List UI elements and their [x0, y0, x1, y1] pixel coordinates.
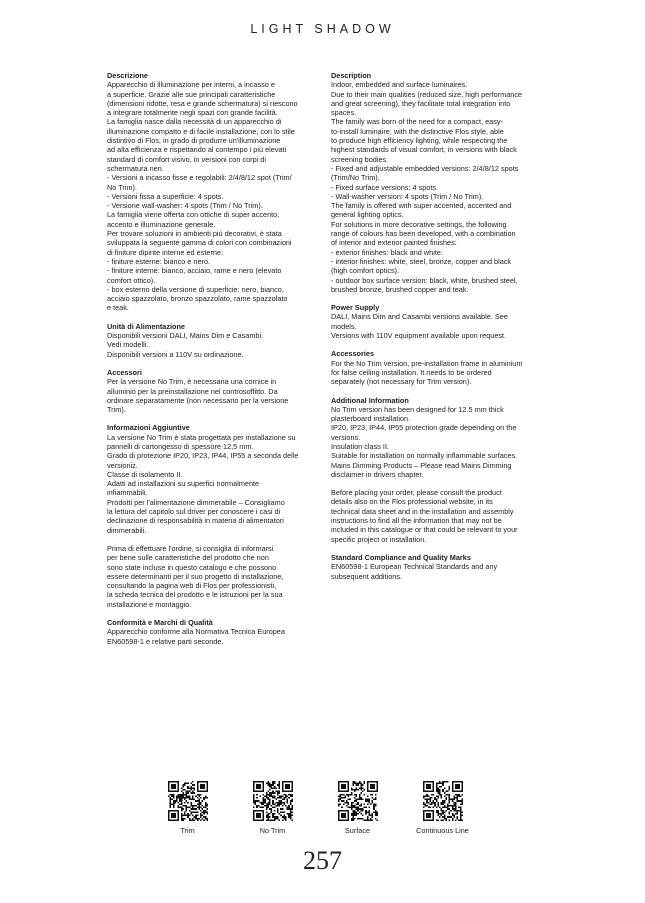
qr-label: Trim [180, 826, 195, 835]
text-line: (Trim/No Trim). [331, 173, 380, 183]
qr-code-icon[interactable] [338, 781, 378, 821]
section-power-supply [331, 303, 543, 340]
text-line: (high comfort optics). [331, 266, 400, 276]
section-accessori [107, 368, 317, 414]
text-line: versions. [331, 432, 361, 442]
section-title: Description [331, 71, 372, 80]
text-line: Indoor, embedded and surface luminaires. [331, 80, 468, 90]
text-line: EN60598-1 European Technical Standards and any [331, 562, 498, 572]
text-line: La famiglia viene offerta con ottiche di super accento, [107, 210, 280, 220]
text-line: No Trim version has been designed for 12.5 mm thick [331, 404, 504, 414]
text-line: per bene sulle caratteristiche del prodotto che non [107, 553, 269, 563]
text-line: Classe di isolamento II. [107, 469, 183, 479]
catalog-header-title: LIGHT SHADOW [250, 22, 395, 36]
qr-code-row [145, 781, 485, 835]
text-line: - Fixed and adjustable embedded versions: 2/4/8/12 spots [331, 163, 519, 173]
text-line: la lettura del capitolo sul driver per conoscere i casi di [107, 507, 281, 517]
text-line: Vedi modelli. [107, 340, 149, 350]
text-line: alluminio per la preinstallazione nel controsoffitto. Da [107, 386, 278, 396]
text-line: consultando la pagina web di Flos per professionisti, [107, 581, 277, 591]
text-line: a integrare totalmente negli spazi con grande facilità. [107, 108, 278, 118]
text-line: models. [331, 321, 357, 331]
qr-surface[interactable] [315, 781, 400, 835]
text-line: - Fixed surface versions: 4 spots. [331, 182, 439, 192]
paragraph-gap [107, 535, 317, 544]
text-line: technical data sheet and in the installation and assembly [331, 506, 514, 516]
text-line: range of colours has been developed, with a combination [331, 229, 516, 239]
text-line: general lighting optics. [331, 210, 404, 220]
text-line: details also on the Flos professional website, in its [331, 497, 493, 507]
text-line: - finiture interne: bianco, acciaio, rame e nero (elevato [107, 266, 282, 276]
section-title: Conformità e Marchi di Qualità [107, 618, 213, 628]
text-line: accento e illuminazione generale. [107, 219, 216, 229]
text-line: infiammabili. [107, 488, 148, 498]
section-title: Standard Compliance and Quality Marks [331, 552, 471, 562]
section-alimentazione [107, 322, 317, 359]
text-line: plasterboard installation. [331, 414, 411, 424]
qr-continuous-line[interactable] [400, 781, 485, 835]
text-line: - box esterno della versione di superficie: nero, bianco, [107, 284, 284, 294]
text-line: of interior and exterior painted finishes: [331, 238, 457, 248]
text-line: - Versioni fissa a superficie: 4 spots. [107, 191, 224, 201]
section-descrizione [107, 71, 317, 313]
section-accessories [331, 349, 543, 386]
text-line: subsequent additions. [331, 571, 402, 581]
italian-text-column [107, 71, 317, 655]
text-line: Per la versione No Trim, è necessaria una cornice in [107, 377, 277, 387]
section-description [331, 71, 543, 294]
text-line: La famiglia nasce dalla necessità di un apparecchio di [107, 117, 282, 127]
text-line: - finiture esterne: bianco e nero. [107, 256, 211, 266]
text-line: For solutions in more decorative settings, the following [331, 219, 507, 229]
section-title: Informazioni Aggiuntive [107, 423, 190, 433]
text-line: illuminazione compatto e di facile installazione, con lo stile [107, 126, 295, 136]
page-number: 257 [303, 846, 342, 875]
text-line: - Versione wall-washer: 4 spots (Trim / No Trim). [107, 201, 263, 211]
text-line: La versione No Trim è stata progettata per installazione su [107, 432, 296, 442]
text-line: Disponibili versioni a 110V su ordinazione. [107, 349, 244, 359]
text-line: ad alta efficienza e rispettando al contempo i più elevati [107, 145, 287, 155]
text-line: Apparecchio di illuminazione per interni, a incasso e [107, 80, 275, 90]
text-line: Mains Dimming Products – Please read Mains Dimming [331, 460, 512, 470]
text-line: a superficie. Grazie alle sue principali caratteristiche [107, 89, 276, 99]
text-line: instructions to find all the information that may not be [331, 516, 502, 526]
english-text-column [331, 71, 543, 590]
text-line: IP20, IP23, IP44, IP55 protection grade depending on the [331, 423, 517, 433]
qr-code-icon[interactable] [423, 781, 463, 821]
text-line: acciaio spazzolato, bronzo spazzolato, rame spazzolato [107, 294, 288, 304]
text-line: Adatti ad installazioni su superfici normalmente [107, 479, 260, 489]
qr-no-trim[interactable] [230, 781, 315, 835]
text-line: Trim). [107, 405, 126, 415]
text-line: pannelli di cartongesso di spessore 12,5 mm. [107, 441, 254, 451]
text-line: Prodotti per l'alimentazione dimmerabile – Consigliamo [107, 497, 285, 507]
text-line: separately (not necessary for Trim version). [331, 377, 472, 387]
text-line: - Wall-washer version: 4 spots (Trim / No Trim). [331, 191, 484, 201]
qr-code-icon[interactable] [253, 781, 293, 821]
text-line: spaces. [331, 108, 357, 118]
text-line: Prima di effettuare l'ordine, si consiglia di informarsi [107, 543, 274, 553]
text-line: Before placing your order, please consult the product [331, 488, 502, 498]
text-line: Versions with 110V equipment available upon request. [331, 331, 507, 341]
text-line: e teak. [107, 303, 129, 313]
text-line: Per trovare soluzioni in ambienti più decorativi, è stata [107, 229, 282, 239]
text-line: Suitable for installation on normally inflammable surfaces. [331, 451, 518, 461]
text-line: di finiture dipinte interne ed esterne: [107, 247, 224, 257]
section-informazioni-aggiuntive [107, 423, 317, 609]
text-line: installazione e montaggio. [107, 599, 192, 609]
text-line: For the No Trim version, pre-installation frame in aluminium [331, 358, 523, 368]
text-line: screening bodies. [331, 154, 389, 164]
text-line: disclaimer in drivers chapter. [331, 469, 424, 479]
section-additional-information [331, 396, 543, 544]
section-title: Accessori [107, 367, 142, 377]
qr-label: Continuous Line [416, 826, 469, 835]
text-line: - outdoor box surface version: black, white, brushed steel, [331, 275, 518, 285]
qr-code-icon[interactable] [168, 781, 208, 821]
text-line: specific project or installation. [331, 534, 427, 544]
text-line: included in this catalogue or that could be relevant to your [331, 525, 518, 535]
section-title: Accessories [331, 349, 375, 359]
qr-trim[interactable] [145, 781, 230, 835]
section-standard-compliance [331, 553, 543, 581]
text-line: schermatura neri. [107, 163, 164, 173]
qr-label: No Trim [259, 826, 286, 835]
text-line: Apparecchio conforme alla Normativa Tecnica Europea [107, 627, 285, 637]
text-line: to produce high efficiency lighting, while respecting the [331, 136, 508, 146]
text-line: - exterior finishes: black and white. [331, 247, 443, 257]
text-line: dimmerabili. [107, 525, 147, 535]
text-line: highest standards of visual comfort, in versions with black [331, 145, 517, 155]
text-line: brushed bronze, brushed copper and teak. [331, 284, 469, 294]
text-line: sono state incluse in questo catalogo e che possono [107, 562, 277, 572]
text-line: Due to their main qualities (reduced size, high performance [331, 89, 523, 99]
text-line: - interior finishes: white, steel, bronze, copper and black [331, 256, 512, 266]
text-line: - Versioni a incasso fisse e regolabili: 2/4/8/12 spot (Trim/ [107, 173, 292, 183]
text-line: standard di comfort visivo, in versioni con corpi di [107, 154, 266, 164]
text-line: for false ceiling installation. It needs to be ordered [331, 367, 492, 377]
text-line: EN60598-1 e relative parti seconde. [107, 636, 224, 646]
text-line: No Trim). [107, 182, 137, 192]
section-conformita [107, 618, 317, 646]
text-line: to-install luminaire, with the distinctive Flos style, able [331, 126, 504, 136]
text-line: versioniz. [107, 460, 138, 470]
section-title: Unità di Alimentazione [107, 321, 185, 331]
text-line: Grado di protezione IP20, IP23, IP44, IP55 a seconda delle [107, 451, 299, 461]
text-line: The family is offered with super accented, accented and [331, 201, 512, 211]
text-line: DALI, Mains Dim and Casambi versions available. See [331, 312, 508, 322]
section-title: Descrizione [107, 71, 148, 80]
text-line: and great screening), they facilitate total integration into [331, 98, 511, 108]
qr-label: Surface [344, 826, 371, 835]
text-line: la scheda tecnica del prodotto e le istruzioni per la sua [107, 590, 283, 600]
text-line: Insulation class II. [331, 441, 389, 451]
text-line: distintivo di Flos, in grado di produrre un'illuminazione [107, 136, 281, 146]
text-line: essere determinanti per il suo progetto di installazione, [107, 571, 284, 581]
text-line: declinazione di responsabilità in materia di alimentatori [107, 516, 284, 526]
text-line: sviluppata la seguente gamma di colori con combinazioni [107, 238, 292, 248]
text-line: comfort ottico). [107, 275, 156, 285]
paragraph-gap [331, 479, 543, 488]
section-title: Additional Information [331, 395, 409, 405]
text-line: Disponibili versioni DALI, Mains Dim e Casambi. [107, 331, 264, 341]
text-line: ordinare separatamente (non necessario per la versione [107, 395, 289, 405]
section-title: Power Supply [331, 303, 380, 313]
text-line: (dimensioni ridotte, resa e grande schermatura) si riescono [107, 98, 298, 108]
text-line: The family was born of the need for a compact, easy- [331, 117, 503, 127]
